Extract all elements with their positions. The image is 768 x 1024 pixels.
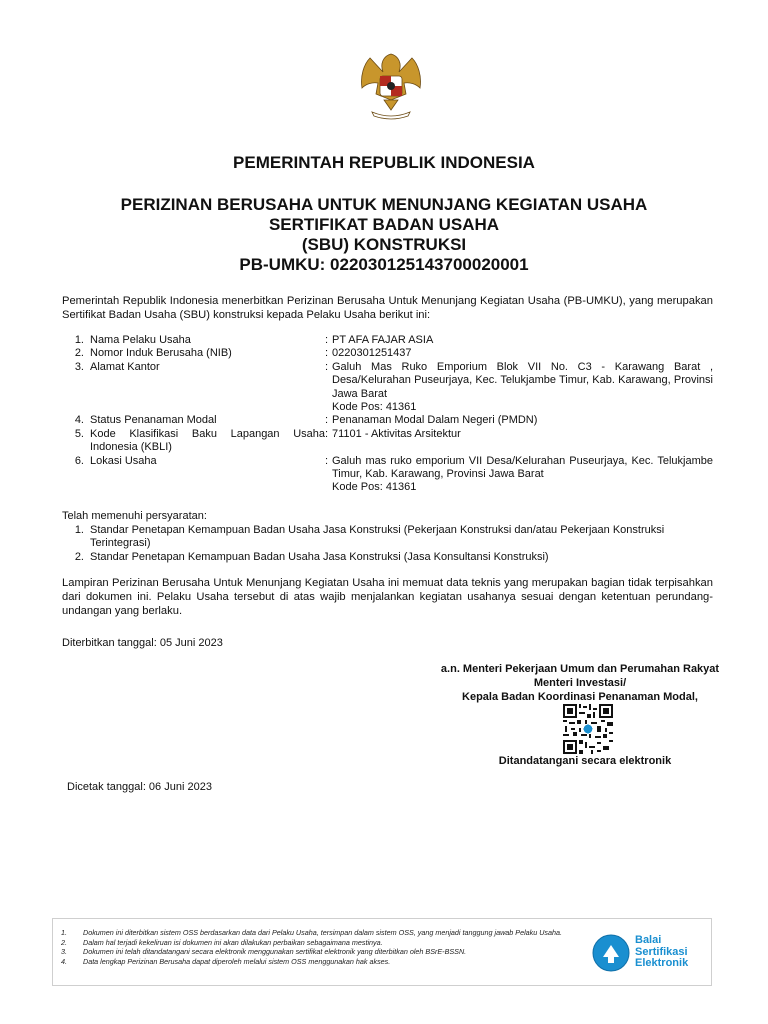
footer-note: 2. Dalam hal terjadi kekeliruan isi dokumen ini akan dilakukan perbaikan sebagaimana mestinya.	[61, 937, 383, 947]
requirement-text: Standar Penetapan Kemampuan Badan Usaha Jasa Konstruksi (Jasa Konsultansi Konstruksi)	[90, 550, 549, 563]
detail-value	[332, 361, 713, 415]
signatory-line: a.n. Menteri Pekerjaan Umum dan Perumahan Rakyat	[440, 663, 720, 675]
business-location: Galuh mas ruko emporium VII Desa/Kelurahan Puseurjaya, Kec. Telukjambe Timur, Kab. Karawang, Provinsi Jawa Barat	[332, 454, 713, 481]
detail-value: 71101 - Aktivitas Arsitektur	[332, 427, 461, 440]
footer-box	[52, 918, 712, 986]
detail-row: 2. Nomor Induk Berusaha (NIB) : 0220301251437	[62, 347, 713, 360]
printed-date: Dicetak tanggal: 06 Juni 2023	[67, 781, 212, 793]
detail-value	[332, 455, 713, 495]
bsre-logo-icon	[591, 933, 631, 973]
detail-row: 6. Lokasi Usaha : Galuh mas ruko emporium VII Desa/Kelurahan Puseurjaya, Kec. Telukjambe Timur, Kab. Karawang, Provinsi Jawa Barat Kode Pos: 41361	[62, 455, 713, 495]
detail-number: 6.	[74, 454, 84, 467]
detail-value: PT AFA FAJAR ASIA	[332, 334, 434, 346]
detail-value: 0220301251437	[332, 347, 412, 360]
electronic-signature-note: Ditandatangani secara elektronik	[498, 755, 672, 767]
footer-note: 1. Dokumen ini diterbitkan sistem OSS berdasarkan data dari Pelaku Usaha, tersimpan dalam sistem OSS, yang menjadi tanggung jawab Pelaku Usaha.	[61, 928, 563, 937]
detail-row: 5. Kode Klasifikasi Baku Lapangan Usaha Indonesia (KBLI) : 71101 - Aktivitas Arsitektur	[62, 428, 713, 455]
license-number: PB-UMKU: 022030125143700020001	[239, 255, 529, 274]
government-title: PEMERINTAH REPUBLIK INDONESIA	[233, 153, 535, 172]
qr-code-icon	[563, 704, 613, 754]
office-address: Galuh Mas Ruko Emporium Blok VII No. C3 - Karawang Barat , Desa/Kelurahan Puseurjaya, Kec. Telukjambe Timur, Kab. Karawang, Provinsi Jawa Barat	[332, 360, 713, 400]
detail-row: 3. Alamat Kantor : Galuh Mas Ruko Emporium Blok VII No. C3 - Karawang Barat , Desa/Kelurahan Puseurjaya, Kec. Telukjambe Timur, Kab. Karawang, Provinsi Jawa Barat Kode Pos: 41361	[62, 361, 713, 415]
detail-value: Penanaman Modal Dalam Negeri (PMDN)	[332, 414, 538, 427]
detail-row: 1. Nama Pelaku Usaha : PT AFA FAJAR ASIA	[62, 334, 713, 347]
requirement-item	[62, 524, 713, 551]
detail-number: 1.	[74, 334, 84, 346]
garuda-emblem-icon	[350, 50, 432, 122]
detail-number: 2.	[74, 347, 84, 360]
detail-label: Alamat Kantor	[90, 360, 160, 373]
title-line: (SBU) KONSTRUKSI	[301, 235, 467, 254]
detail-label: Status Penanaman Modal	[90, 414, 217, 427]
detail-number: 5.	[74, 427, 84, 440]
footer-note: 3. Dokumen ini telah ditandatangani secara elektronik menggunakan sertifikat elektronik yang diterbitkan oleh BSrE-BSSN.	[61, 947, 467, 956]
detail-number: 4.	[74, 414, 84, 427]
signatory-line: Menteri Investasi/	[533, 677, 627, 689]
signatory-line: Kepala Badan Koordinasi Penanaman Modal,	[462, 691, 698, 703]
footer-notes	[61, 928, 581, 966]
detail-label: Nama Pelaku Usaha	[90, 334, 191, 346]
intro-paragraph: Pemerintah Republik Indonesia menerbitkan Perizinan Berusaha Untuk Menunjang Kegiatan Usaha (PB-UMKU), yang merupakan Sertifikat Badan Usaha (SBU) konstruksi kepada Pelaku Usaha berikut ini:	[62, 295, 713, 321]
requirement-number: 2.	[74, 550, 84, 563]
closing-paragraph: Lampiran Perizinan Berusaha Untuk Menunjang Kegiatan Usaha ini memuat data teknis yang merupakan bagian tidak terpisahkan dari dokumen ini. Pelaku Usaha tersebut di atas wajib menjalankan kegiatan usahanya sesuai dengan ketentuan perundang-undangan yang berlaku.	[62, 577, 713, 617]
signatory-block	[420, 662, 740, 704]
location-postal-code: Kode Pos: 41361	[332, 481, 417, 494]
requirements	[62, 510, 713, 564]
issued-date: Diterbitkan tanggal: 05 Juni 2023	[62, 637, 223, 649]
detail-label: Lokasi Usaha	[90, 454, 157, 467]
footer-note: 4. Data lengkap Perizinan Berusaha dapat diperoleh melalui sistem OSS menggunakan hak akses.	[61, 956, 391, 966]
detail-row: 4. Status Penanaman Modal : Penanaman Modal Dalam Negeri (PMDN)	[62, 414, 713, 427]
title-line: SERTIFIKAT BADAN USAHA	[268, 215, 500, 234]
requirement-number: 1.	[74, 523, 84, 536]
business-details	[62, 334, 713, 495]
requirement-text: Standar Penetapan Kemampuan Badan Usaha Jasa Konstruksi (Pekerjaan Konstruksi dan/atau Pekerjaan Konstruksi Terintegrasi)	[90, 523, 665, 549]
document-title	[0, 195, 768, 275]
office-postal-code: Kode Pos: 41361	[332, 401, 417, 414]
requirement-item	[62, 551, 713, 565]
requirements-heading: Telah memenuhi persyaratan:	[62, 510, 207, 522]
bsre-logo	[591, 933, 709, 973]
title-line: PERIZINAN BERUSAHA UNTUK MENUNJANG KEGIATAN USAHA	[120, 195, 648, 214]
bsre-logo-text: Balai Sertifikasi Elektronik	[635, 934, 689, 969]
detail-label: Nomor Induk Berusaha (NIB)	[90, 347, 232, 360]
detail-number: 3.	[74, 360, 84, 373]
detail-label: Kode Klasifikasi Baku Lapangan Usaha Indonesia (KBLI)	[90, 427, 325, 454]
